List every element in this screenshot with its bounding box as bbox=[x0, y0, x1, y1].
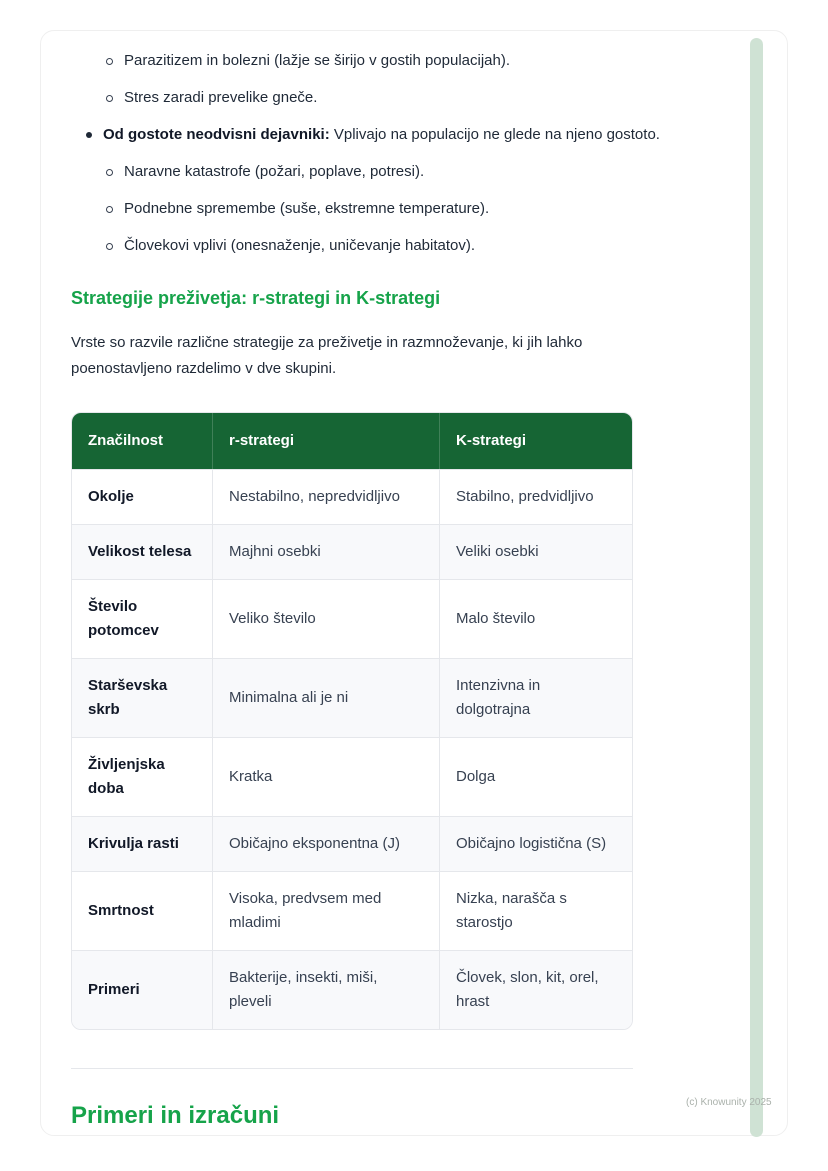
table-cell: Intenzivna in dolgotrajna bbox=[439, 658, 633, 737]
list-item bbox=[106, 86, 757, 110]
table-header-k-strategi: K-strategi bbox=[439, 413, 633, 469]
hollow-bullet-icon bbox=[106, 243, 113, 250]
section-heading-strategies: Strategije preživetja: r-strategi in K-strategi bbox=[71, 288, 441, 308]
table-row bbox=[72, 579, 633, 658]
list-item-text: Človekovi vplivi (onesnaženje, uničevanje habitatov). bbox=[124, 237, 476, 254]
table-cell: Dolga bbox=[439, 737, 633, 816]
list-item-bold-lead: Od gostote neodvisni dejavniki: bbox=[103, 126, 330, 143]
table-cell: Minimalna ali je ni bbox=[212, 658, 439, 737]
table-cell: Krivulja rasti bbox=[72, 816, 212, 871]
table-row bbox=[72, 469, 633, 524]
list-item bbox=[106, 49, 757, 73]
table-cell: Nestabilno, nepredvidljivo bbox=[212, 469, 439, 524]
list-item-text: Stres zaradi prevelike gneče. bbox=[124, 89, 318, 106]
intro-paragraph: Vrste so razvile različne strategije za preživetje in razmnoževanje, ki jih lahko poenostavljeno razdelimo v dve skupini. bbox=[71, 334, 583, 377]
section-divider bbox=[71, 1068, 633, 1069]
table-cell: Človek, slon, kit, orel, hrast bbox=[439, 950, 633, 1029]
table-header-r-strategi: r-strategi bbox=[212, 413, 439, 469]
table-row bbox=[72, 950, 633, 1029]
solid-bullet-icon bbox=[86, 132, 92, 138]
table-row bbox=[72, 524, 633, 579]
list-item bbox=[106, 234, 757, 258]
table-cell: Bakterije, insekti, miši, pleveli bbox=[212, 950, 439, 1029]
density-independent-sublist bbox=[71, 160, 757, 258]
main-bullet-list bbox=[71, 123, 757, 147]
table-cell: Veliki osebki bbox=[439, 524, 633, 579]
list-item bbox=[106, 160, 757, 184]
table-row bbox=[72, 816, 633, 871]
list-item-text: Naravne katastrofe (požari, poplave, potresi). bbox=[124, 163, 425, 180]
table-cell: Kratka bbox=[212, 737, 439, 816]
table-header-row bbox=[72, 413, 633, 469]
table-cell: Življenjska doba bbox=[72, 737, 212, 816]
scrollbar-thumb[interactable] bbox=[750, 38, 763, 1137]
table-cell: Običajno eksponentna (J) bbox=[212, 816, 439, 871]
table-cell: Smrtnost bbox=[72, 871, 212, 950]
strategy-comparison-table bbox=[71, 412, 633, 1030]
table-cell: Število potomcev bbox=[72, 579, 212, 658]
table-row bbox=[72, 658, 633, 737]
table-cell: Primeri bbox=[72, 950, 212, 1029]
list-item bbox=[86, 123, 757, 147]
list-item-text: Podnebne spremembe (suše, ekstremne temperature). bbox=[124, 200, 490, 217]
list-item-text: Parazitizem in bolezni (lažje se širijo v gostih populacijah). bbox=[124, 52, 511, 69]
table-cell: Okolje bbox=[72, 469, 212, 524]
hollow-bullet-icon bbox=[106, 58, 113, 65]
table-cell: Veliko število bbox=[212, 579, 439, 658]
table-cell: Stabilno, predvidljivo bbox=[439, 469, 633, 524]
document-page bbox=[40, 30, 788, 1136]
density-dependent-sublist bbox=[71, 49, 757, 110]
list-item bbox=[106, 197, 757, 221]
list-item-text bbox=[103, 123, 660, 147]
table-cell: Običajno logistična (S) bbox=[439, 816, 633, 871]
table-cell: Majhni osebki bbox=[212, 524, 439, 579]
hollow-bullet-icon bbox=[106, 95, 113, 102]
table-cell: Malo število bbox=[439, 579, 633, 658]
hollow-bullet-icon bbox=[106, 169, 113, 176]
section-heading-examples: Primeri in izračuni bbox=[71, 1102, 280, 1129]
table-cell: Nizka, narašča s starostjo bbox=[439, 871, 633, 950]
table-header-znacilnost: Značilnost bbox=[72, 413, 212, 469]
table-row bbox=[72, 871, 633, 950]
list-item-rest: Vplivajo na populacijo ne glede na njeno gostoto. bbox=[333, 126, 660, 143]
hollow-bullet-icon bbox=[106, 206, 113, 213]
copyright-watermark: (c) Knowunity 2025 bbox=[686, 1097, 772, 1108]
table-row bbox=[72, 737, 633, 816]
table-cell: Velikost telesa bbox=[72, 524, 212, 579]
table-cell: Visoka, predvsem med mladimi bbox=[212, 871, 439, 950]
table-cell: Starševska skrb bbox=[72, 658, 212, 737]
